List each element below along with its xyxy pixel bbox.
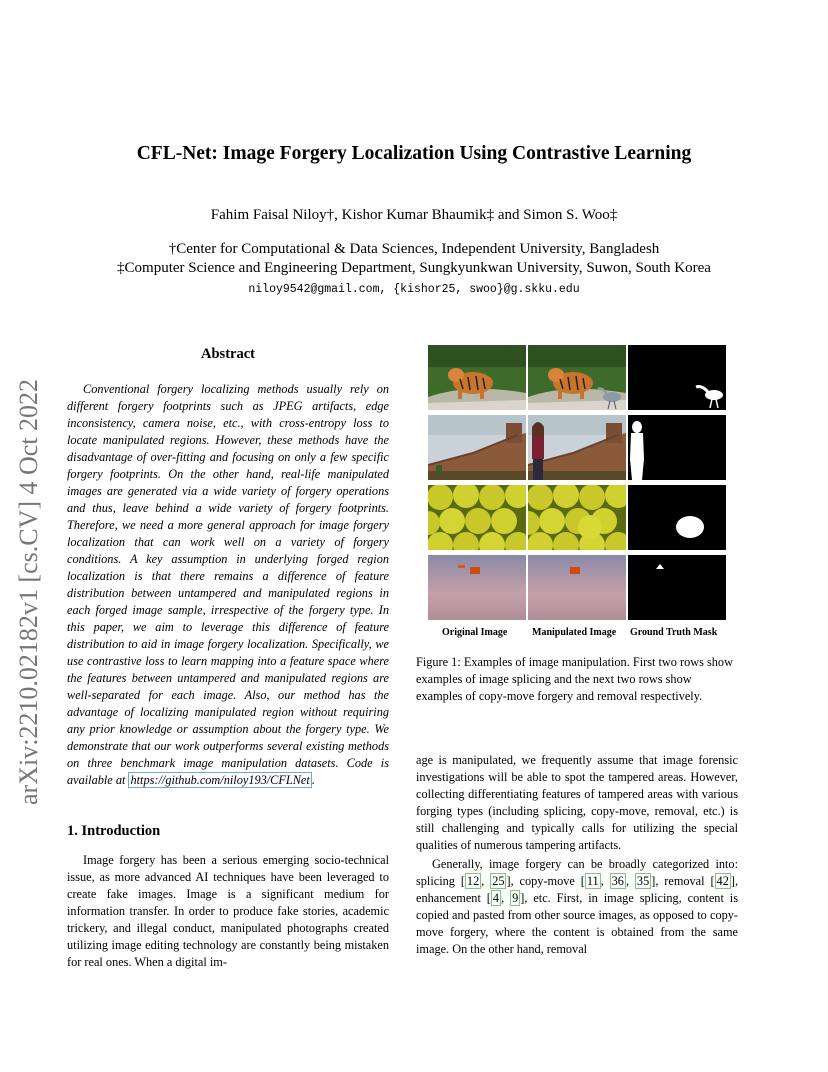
manipulated-image-wall <box>528 415 626 480</box>
abstract-body <box>67 381 389 789</box>
manipulated-image-tiger <box>528 345 626 410</box>
original-image-wall <box>428 415 526 480</box>
citation-25[interactable]: 25 <box>492 874 505 888</box>
author-list: Fahim Faisal Niloy†, Kishor Kumar Bhaumik‡ and Simon S. Woo‡ <box>210 207 618 223</box>
ground-truth-mask-removal <box>628 555 726 620</box>
citation-11[interactable]: 11 <box>586 874 599 888</box>
ground-truth-mask-woman <box>628 415 726 480</box>
code-link[interactable]: https://github.com/niloy193/CFLNet <box>130 773 310 787</box>
right-paragraph-1: age is manipulated, we frequently assume that image forensic investigations will be able to spot the tampered areas. However, collecting differentiating features of tampered areas with various forging types (including splicing, copy-move, removal, etc.) is still challenging and typically calls for utilizing the special qualities of numerous tampering artifacts. <box>416 753 738 852</box>
citation-9[interactable]: 9 <box>512 891 519 905</box>
figure-1 <box>428 345 726 621</box>
abstract-end: . <box>311 773 315 787</box>
label-ground-truth-mask: Ground Truth Mask <box>630 627 718 638</box>
para2-text-a: Generally, image forgery can be broadly categorized into: splicing [ <box>416 857 738 888</box>
author-emails: niloy9542@gmail.com, {kishor25, swoo}@g.skku.edu <box>248 283 580 296</box>
citation-36[interactable]: 36 <box>611 874 624 888</box>
original-image-sky <box>428 555 526 620</box>
original-image-tiger <box>428 345 526 410</box>
figure-caption: Figure 1: Examples of image manipulation. First two rows show examples of image splicing and the next two rows show examples of copy-move forgery and removal respectively. <box>416 655 733 703</box>
citation-35[interactable]: 35 <box>636 874 650 888</box>
citation-12[interactable]: 12 <box>466 874 480 888</box>
manipulated-image-sky <box>528 555 626 620</box>
ground-truth-mask-crane <box>628 345 726 410</box>
label-original-image: Original Image <box>442 627 508 638</box>
abstract-text: Conventional forgery localizing methods usually rely on different forgery footprints such as JPEG artifacts, edge inconsistency, camera noise, etc., with cross-entropy loss to locate manipulated regions. However, these methods have the disadvantage of over-fitting and focusing on only a few specific forgery footprints. On the other hand, real-life manipulated images are generated via a wide variety of forgery operations and thus, leave behind a wide variety of forgery footprints. Therefore, we need a more general approach for image forgery localization that can work well on a variety of forgery conditions. A key assumption in underlying forged region localization is that there remains a difference of feature distribution between untampered and manipulated regions in each forged image sample, irrespective of the forgery type. In this paper, we aim to leverage this difference of feature distribution to aid in image forgery localization. Specifically, we use contrastive loss to learn mapping into a feature space where the features between untampered and manipulated regions are well-separated for each image. Also, our method has the advantage of localizing manipulated region without requiring any prior knowledge or assumption about the forgery type. We demonstrate that our work outperforms several existing methods on three benchmark image manipulation datasets. Code is available at <box>67 382 389 787</box>
manipulated-image-apples <box>528 485 626 550</box>
original-image-apples <box>428 485 526 550</box>
citation-4[interactable]: 4 <box>492 891 500 905</box>
ground-truth-mask-apple <box>628 485 726 550</box>
affiliation-2: ‡Computer Science and Engineering Department, Sungkyunkwan University, Suwon, South Korea <box>117 260 711 276</box>
affiliation-1: †Center for Computational & Data Sciences, Independent University, Bangladesh <box>168 241 660 257</box>
introduction-heading: 1. Introduction <box>67 823 161 839</box>
paper-title: CFL-Net: Image Forgery Localization Using Contrastive Learning <box>136 143 692 164</box>
citation-42[interactable]: 42 <box>716 874 729 888</box>
para2-text-b: ], copy-move [ <box>506 874 585 888</box>
arxiv-identifier: arXiv:2210.02182v1 [cs.CV] 4 Oct 2022 <box>14 378 43 805</box>
right-paragraph-2: Generally, image forgery can be broadly categorized into: splicing [ 12 , 25 ], copy-move [ 11 , 36 , 35 ], removal [ 42 ], enhancement [ 4 , 9 ], etc. First, in image splicing, content is copied and pasted from other source images, as opposed to copy-move forgery, where the content is obtained from the same image. On the other hand, removal <box>416 857 739 956</box>
para2-text-c: ], removal [ <box>651 874 715 888</box>
para2-text-e: ], etc. First, in image splicing, content is copied and pasted from other source images, as opposed to copy-move forgery, where the content is obtained from the same image. On the other hand, removal <box>416 891 738 956</box>
abstract-heading: Abstract <box>201 346 255 362</box>
introduction-body: Image forgery has been a serious emerging socio-technical issue, as more advanced AI techniques have been leveraged to create fake images. Image is a significant medium for information transfer. In order to produce fake stories, academic trickery, and illegal conduct, manipulated photographs created utilizing image editing technology are constantly being mistaken for real ones. When a digital im- <box>67 853 389 969</box>
para2-text-d: ], enhancement [ <box>416 874 739 905</box>
label-manipulated-image: Manipulated Image <box>532 627 617 638</box>
